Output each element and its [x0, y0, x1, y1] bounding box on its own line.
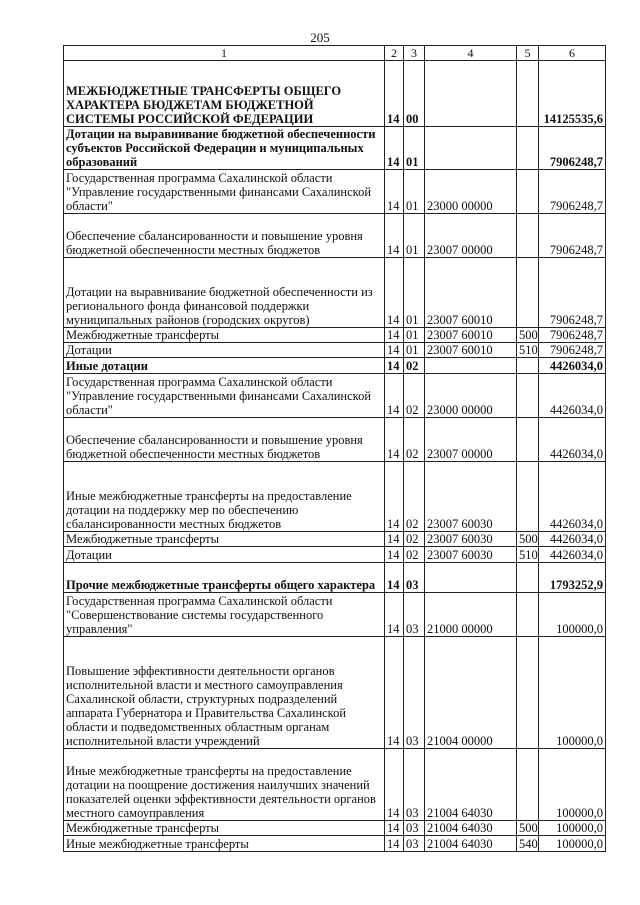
row-name: Дотации — [64, 547, 385, 563]
row-subsection-code: 03 — [404, 749, 425, 821]
row-section-code: 14 — [385, 170, 404, 214]
row-target-article: 23007 60010 — [425, 328, 517, 343]
row-section-code: 14 — [385, 547, 404, 563]
table-row — [64, 343, 606, 358]
row-expense-type — [517, 593, 539, 637]
row-amount: 100000,0 — [539, 836, 606, 852]
row-name: Повышение эффективности деятельности органов исполнительной власти и местного самоуправления Сахалинской области, структурных подразделений аппарата Губернатора и Правительства Сахалинской области и подведомственных областным органам исполнительной власти учреждений — [64, 637, 385, 749]
row-target-article: 23007 00000 — [425, 214, 517, 258]
row-expense-type — [517, 418, 539, 462]
row-name: Межбюджетные трансферты — [64, 821, 385, 836]
row-target-article: 23000 00000 — [425, 374, 517, 418]
row-amount: 7906248,7 — [539, 127, 606, 170]
row-amount: 100000,0 — [539, 593, 606, 637]
row-name: Межбюджетные трансферты — [64, 328, 385, 343]
table-row — [64, 127, 606, 170]
table-row — [64, 418, 606, 462]
row-amount: 4426034,0 — [539, 374, 606, 418]
row-amount: 7906248,7 — [539, 258, 606, 328]
row-expense-type — [517, 374, 539, 418]
row-subsection-code: 02 — [404, 532, 425, 547]
row-expense-type: 540 — [517, 836, 539, 852]
table-row — [64, 214, 606, 258]
table-row — [64, 258, 606, 328]
row-expense-type: 510 — [517, 547, 539, 563]
row-expense-type — [517, 127, 539, 170]
table-header-row — [64, 46, 606, 61]
row-section-code: 14 — [385, 836, 404, 852]
row-amount: 4426034,0 — [539, 418, 606, 462]
row-section-code: 14 — [385, 749, 404, 821]
row-expense-type: 500 — [517, 821, 539, 836]
row-section-code: 14 — [385, 462, 404, 532]
row-target-article — [425, 358, 517, 374]
row-amount: 7906248,7 — [539, 343, 606, 358]
row-section-code: 14 — [385, 532, 404, 547]
row-subsection-code: 02 — [404, 418, 425, 462]
row-expense-type — [517, 214, 539, 258]
row-section-code: 14 — [385, 214, 404, 258]
row-expense-type: 510 — [517, 343, 539, 358]
column-header: 3 — [404, 46, 425, 61]
table-row — [64, 374, 606, 418]
row-subsection-code: 02 — [404, 462, 425, 532]
row-section-code: 14 — [385, 821, 404, 836]
row-target-article: 23007 60030 — [425, 462, 517, 532]
row-name: Дотации на выравнивание бюджетной обеспеченности субъектов Российской Федерации и муниципальных образований — [64, 127, 385, 170]
row-target-article — [425, 563, 517, 593]
row-subsection-code: 01 — [404, 258, 425, 328]
row-name: Иные межбюджетные трансферты — [64, 836, 385, 852]
row-expense-type — [517, 462, 539, 532]
row-subsection-code: 03 — [404, 563, 425, 593]
row-subsection-code: 03 — [404, 821, 425, 836]
row-target-article: 21004 00000 — [425, 637, 517, 749]
row-amount: 7906248,7 — [539, 170, 606, 214]
row-target-article — [425, 127, 517, 170]
row-name: Обеспечение сбалансированности и повышение уровня бюджетной обеспеченности местных бюджетов — [64, 418, 385, 462]
row-amount: 14125535,6 — [539, 61, 606, 127]
row-subsection-code: 00 — [404, 61, 425, 127]
row-target-article: 23007 60030 — [425, 547, 517, 563]
row-target-article: 23007 60030 — [425, 532, 517, 547]
row-subsection-code: 02 — [404, 374, 425, 418]
row-target-article: 21000 00000 — [425, 593, 517, 637]
table-row — [64, 821, 606, 836]
row-name: Дотации — [64, 343, 385, 358]
row-subsection-code: 02 — [404, 547, 425, 563]
table-row — [64, 328, 606, 343]
table-row — [64, 637, 606, 749]
row-section-code: 14 — [385, 358, 404, 374]
page-number: 205 — [310, 30, 330, 45]
row-subsection-code: 02 — [404, 358, 425, 374]
row-section-code: 14 — [385, 258, 404, 328]
row-section-code: 14 — [385, 637, 404, 749]
row-amount: 7906248,7 — [539, 214, 606, 258]
row-expense-type — [517, 170, 539, 214]
row-amount: 100000,0 — [539, 749, 606, 821]
row-section-code: 14 — [385, 374, 404, 418]
row-name: Обеспечение сбалансированности и повышение уровня бюджетной обеспеченности местных бюджетов — [64, 214, 385, 258]
row-subsection-code: 01 — [404, 328, 425, 343]
row-name: Иные межбюджетные трансферты на предоставление дотации на поддержку мер по обеспечению сбалансированности местных бюджетов — [64, 462, 385, 532]
budget-table — [63, 45, 606, 852]
column-header: 4 — [425, 46, 517, 61]
row-subsection-code: 03 — [404, 836, 425, 852]
row-expense-type — [517, 61, 539, 127]
row-name: Дотации на выравнивание бюджетной обеспеченности из регионального фонда финансовой поддержки муниципальных районов (городских округов) — [64, 258, 385, 328]
table-row — [64, 593, 606, 637]
row-target-article: 21004 64030 — [425, 821, 517, 836]
row-target-article: 21004 64030 — [425, 836, 517, 852]
row-name: Иные дотации — [64, 358, 385, 374]
column-header: 5 — [517, 46, 539, 61]
row-name: Межбюджетные трансферты — [64, 532, 385, 547]
row-section-code: 14 — [385, 343, 404, 358]
table-row — [64, 170, 606, 214]
row-expense-type — [517, 637, 539, 749]
row-amount: 4426034,0 — [539, 462, 606, 532]
row-name: Иные межбюджетные трансферты на предоставление дотации на поощрение достижения наилучших значений показателей оценки эффективности деятельности органов местного самоуправления — [64, 749, 385, 821]
row-expense-type: 500 — [517, 532, 539, 547]
row-amount: 4426034,0 — [539, 547, 606, 563]
column-header: 1 — [64, 46, 385, 61]
row-section-code: 14 — [385, 61, 404, 127]
row-subsection-code: 01 — [404, 343, 425, 358]
row-expense-type — [517, 358, 539, 374]
row-section-code: 14 — [385, 418, 404, 462]
row-section-code: 14 — [385, 563, 404, 593]
row-target-article: 23000 00000 — [425, 170, 517, 214]
row-section-code: 14 — [385, 127, 404, 170]
row-amount: 4426034,0 — [539, 358, 606, 374]
row-subsection-code: 01 — [404, 170, 425, 214]
row-amount: 1793252,9 — [539, 563, 606, 593]
row-target-article — [425, 61, 517, 127]
row-name: Государственная программа Сахалинской области "Управление государственными финансами Сахалинской области" — [64, 374, 385, 418]
row-subsection-code: 03 — [404, 637, 425, 749]
row-expense-type — [517, 749, 539, 821]
row-expense-type — [517, 563, 539, 593]
row-target-article: 23007 60010 — [425, 258, 517, 328]
row-name: МЕЖБЮДЖЕТНЫЕ ТРАНСФЕРТЫ ОБЩЕГО ХАРАКТЕРА БЮДЖЕТАМ БЮДЖЕТНОЙ СИСТЕМЫ РОССИЙСКОЙ ФЕДЕРАЦИИ — [64, 61, 385, 127]
row-subsection-code: 01 — [404, 214, 425, 258]
row-target-article: 23007 00000 — [425, 418, 517, 462]
table-row — [64, 358, 606, 374]
row-section-code: 14 — [385, 593, 404, 637]
table-row — [64, 563, 606, 593]
row-subsection-code: 01 — [404, 127, 425, 170]
table-row — [64, 462, 606, 532]
row-target-article: 23007 60010 — [425, 343, 517, 358]
table-row — [64, 61, 606, 127]
row-amount: 7906248,7 — [539, 328, 606, 343]
row-amount: 100000,0 — [539, 821, 606, 836]
table-row — [64, 836, 606, 852]
row-expense-type: 500 — [517, 328, 539, 343]
row-section-code: 14 — [385, 328, 404, 343]
row-amount: 100000,0 — [539, 637, 606, 749]
row-name: Прочие межбюджетные трансферты общего характера — [64, 563, 385, 593]
row-name: Государственная программа Сахалинской области "Управление государственными финансами Сахалинской области" — [64, 170, 385, 214]
row-subsection-code: 03 — [404, 593, 425, 637]
row-amount: 4426034,0 — [539, 532, 606, 547]
table-row — [64, 532, 606, 547]
row-expense-type — [517, 258, 539, 328]
table-row — [64, 749, 606, 821]
row-name: Государственная программа Сахалинской области "Совершенствование системы государственного управления" — [64, 593, 385, 637]
column-header: 2 — [385, 46, 404, 61]
table-row — [64, 547, 606, 563]
column-header: 6 — [539, 46, 606, 61]
row-target-article: 21004 64030 — [425, 749, 517, 821]
